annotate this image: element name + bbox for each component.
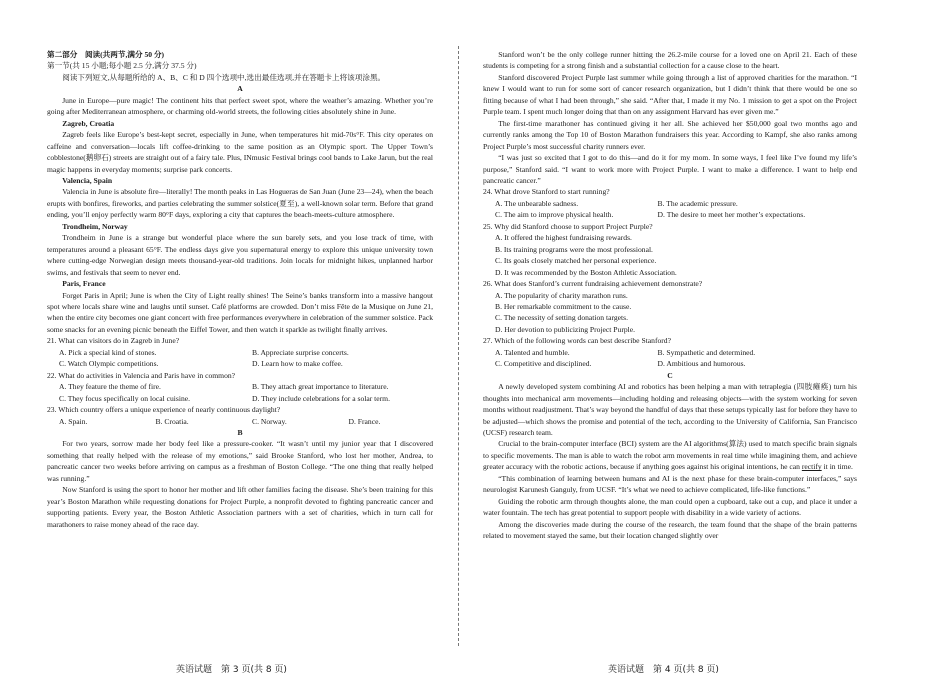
option[interactable]: C. Competitive and disciplined. <box>495 359 592 369</box>
passage-c-paragraph: Guiding the robotic arm through thoughts alone, the man could open a cupboard, take out a cup, and place it under a water fountain. The tech has great potential to support people with disability in a wide variety of actions. <box>483 496 857 518</box>
section-heading: 第二部分 阅读(共两节,满分 50 分) <box>47 50 165 59</box>
option[interactable]: A. It offered the highest fundraising rewards. <box>495 233 632 243</box>
city-paragraph: Trondheim in June is a strange but wonderful place where the sun barely sets, and you lose track of time, with temperatures around a pleasant 65°F. The endless days give you supernatural energy to explore this unique university town where cutting-edge Norwegian design meets thousand-year-old traditions. Join locals for midnight hikes, unplanned harbor swims, and festivals that seem to never end. <box>47 233 433 277</box>
passage-c-paragraph: “This combination of learning between humans and AI is the next phase for these brain-computer interfaces,” says neurologist Karunesh Ganguly, from UCSF. “It’s what we need to achieve complicated, life-like functions.” <box>483 473 857 495</box>
option[interactable]: B. Croatia. <box>155 416 189 426</box>
passage-b-paragraph: Now Stanford is using the sport to honor her mother and lift other families facing the disease. She’s been training for this year’s Boston Marathon while requesting donations for Project Purple, a nonprofit devoted to fighting pancreatic cancer and supporting patients. Every year, the Boston Athletic Association partners with a set of charities, which in turn call for marathoners to raise money ahead of the race day. <box>47 485 433 529</box>
passage-b-paragraph: “I was just so excited that I got to do this—and do it for my mom. In some ways, I feel like I’ve found my life’s purpose,” Stanford said. “I want to work more with Project Purple. I want to make a difference. I want to help end pancreatic cancer.” <box>483 153 857 185</box>
option[interactable]: B. Her remarkable commitment to the cause. <box>495 301 632 311</box>
option[interactable]: A. Pick a special kind of stones. <box>59 347 157 357</box>
option[interactable]: C. The aim to improve physical health. <box>495 210 614 220</box>
option[interactable]: D. They include celebrations for a solar term. <box>252 393 390 403</box>
city-heading: Trondheim, Norway <box>62 221 128 231</box>
page-footer-left: 英语试题 第 3 页(共 8 页) <box>176 665 287 675</box>
left-column <box>47 49 433 530</box>
option[interactable]: A. They feature the theme of fire. <box>59 382 161 392</box>
passage-b-paragraph: Stanford won’t be the only college runner hitting the 26.2-mile course for a loved one on April 21. Each of these students is competing for a strong finish and a substantial collection for a cause close to the heart. <box>483 50 857 71</box>
city-heading: Valencia, Spain <box>62 175 113 185</box>
option[interactable]: A. The unbearable sadness. <box>495 198 579 208</box>
passage-b-paragraph: Stanford discovered Project Purple last summer while going through a list of approved charities for the marathon. “I knew I would want to run for some sort of cancer research organization, but I didn’t think that there would be one so fitting because of what I had been through,” she said. “After that, I made it my No. 1 mission to get a spot on the Project Purple team. I spent much longer doing that than on any assignment Harvard has ever given me.” <box>483 72 857 117</box>
question-stem: 21. What can visitors do in Zagreb in June? <box>47 336 180 346</box>
right-column <box>483 49 857 541</box>
city-heading: Zagreb, Croatia <box>62 118 115 128</box>
instructions: 阅读下列短文,从每题所给的 A、B、C 和 D 四个选项中,选出最佳选项,并在答题卡上将该项涂黑。 <box>62 72 386 82</box>
option[interactable]: D. The desire to meet her mother’s expectations. <box>657 210 806 220</box>
underlined-word: rectify <box>801 462 822 472</box>
passage-a-intro: June in Europe—pure magic! The continent hits that perfect sweet spot, where the weather’s amazing. Whether you’re going after Mediterranean atmosphere, or charming old-world streets, the following cities absolutely shine in June. <box>47 95 433 117</box>
option[interactable]: B. Its training programs were the most professional. <box>495 244 653 254</box>
question-stem: 24. What drove Stanford to start running? <box>483 187 610 197</box>
option[interactable]: B. The academic pressure. <box>657 198 738 208</box>
option[interactable]: B. They attach great importance to literature. <box>252 382 389 392</box>
passage-c-paragraph: A newly developed system combining AI and robotics has been helping a man with tetraplegia (四肢瘫痪) turn his thoughts into mechanical arm movements—including holding and releasing objects—with the system working for seven months without readjustment. That’s way beyond the handful of days that these setups typically last for before they have to be adjusted—which shows the promise and potential of the tech, according to the University of California, San Francisco (UCSF) research team. <box>483 382 857 437</box>
city-paragraph: Valencia in June is absolute fire—literally! The month peaks in Las Hogueras de San Juan (June 23—24), when the beach erupts with bonfires, fireworks, and parties celebrating the summer solstice(夏至), a well-known solar term. Before that grand ending, you’ll enjoy perfectly warm 80°F days, exploring a city that captures the beach-meets-culture atmosphere. <box>47 187 433 220</box>
option[interactable]: D. France. <box>348 416 381 426</box>
question-stem: 25. Why did Stanford choose to support Project Purple? <box>483 221 653 231</box>
option[interactable]: A. Talented and humble. <box>495 347 570 357</box>
option[interactable]: B. Appreciate surprise concerts. <box>252 347 349 357</box>
question-stem: 27. Which of the following words can best describe Stanford? <box>483 336 671 346</box>
question-options <box>47 416 433 427</box>
passage-b-paragraph: For two years, sorrow made her body feel like a pressure-cooker. “It wasn’t until my junior year that I discovered something that really helped with the release of my emotions,” said Brooke Stanford, who lost her mother, Andrea, to pancreatic cancer two weeks before arriving on campus as a freshman of Boston College. “The one thing that really helped was running.” <box>47 439 433 483</box>
option[interactable]: C. Its goals closely matched her personal experience. <box>495 256 657 266</box>
option[interactable]: C. Watch Olympic competitions. <box>59 359 159 369</box>
passage-c-letter: C <box>667 370 673 380</box>
option[interactable]: C. They focus specifically on local cuisine. <box>59 393 191 403</box>
city-paragraph: Forget Paris in April; June is when the City of Light really shines! The Seine’s banks transform into a massive hangout spot where locals share wine and laughs until sunset. Café platforms are crowded. Don’t miss Fête de la Musique on June 21, when the entire city becomes one giant concert with free performances everywhere in celebration of the summer solstice. Pack some snacks for an evening picnic beneath the Eiffel Tower, and then watch it sparkle as twilight finally arrives. <box>47 290 433 334</box>
question-options <box>483 198 857 221</box>
page-footer-right: 英语试题 第 4 页(共 8 页) <box>608 665 719 675</box>
option[interactable]: A. Spain. <box>59 416 88 426</box>
option[interactable]: A. The popularity of charity marathon runs. <box>495 290 628 300</box>
option[interactable]: C. The necessity of setting donation targets. <box>495 313 629 323</box>
column-divider <box>458 46 459 646</box>
passage-b-letter: B <box>237 427 243 437</box>
question-stem: 23. Which country offers a unique experience of nearly continuous daylight? <box>47 405 281 415</box>
option[interactable]: D. Ambitious and humorous. <box>657 359 746 369</box>
city-heading: Paris, France <box>62 279 106 289</box>
question-stem: 22. What do activities in Valencia and Paris have in common? <box>47 370 236 380</box>
option[interactable]: D. Learn how to make coffee. <box>252 359 343 369</box>
question-options <box>483 232 857 278</box>
option[interactable]: D. Her devotion to publicizing Project Purple. <box>495 324 636 334</box>
paragraph-text: it in time. <box>821 462 853 472</box>
city-paragraph: Zagreb feels like Europe’s best-kept secret, especially in June, when temperatures hit mid-70s°F. This city operates on caffeine and conversation—locals lift coffee-drinking to the same position as an Olympic sport. The Upper Town’s cobblestone(鹅卵石) streets are straight out of a fairy tale. Plus, INmusic Festival brings cool bands to Lake Jarun, but the real magic happens in everyday moments; surprise park concerts. <box>47 130 433 174</box>
option[interactable]: B. Sympathetic and determined. <box>657 347 756 357</box>
question-options <box>47 347 433 370</box>
passage-a-letter: A <box>237 84 243 94</box>
section-subheading: 第一节(共 15 小题;每小题 2.5 分,满分 37.5 分) <box>47 61 197 71</box>
option[interactable]: C. Norway. <box>252 416 287 426</box>
passage-c-paragraph <box>483 438 857 472</box>
passage-b-paragraph: The first-time marathoner has continued giving it her all. She achieved her $50,000 goal two months ago and currently ranks among the Top 10 of Boston Marathon fundraisers this year. According to Kampf, she also ranks among Project Purple’s most successful charity runners ever. <box>483 118 857 151</box>
option[interactable]: D. It was recommended by the Boston Athletic Association. <box>495 267 677 277</box>
paragraph-text: Crucial to the brain-computer interface (BCI) system are the AI algorithms(算法) used to match specific brain signals to specific movements. The man is able to watch the robot arm movements in real time while imagining them, and achieve greater accuracy with the robotic actions, because if anything goes against his original intentions, he can <box>483 439 857 472</box>
question-stem: 26. What does Stanford’s current fundraising achievement demonstrate? <box>483 279 703 289</box>
question-options <box>483 347 857 370</box>
question-options <box>483 290 857 336</box>
question-options <box>47 381 433 404</box>
passage-c-paragraph: Among the discoveries made during the course of the research, the team found that the shape of the brain patterns related to movement stayed the same, but their location changed slightly over <box>483 519 857 541</box>
